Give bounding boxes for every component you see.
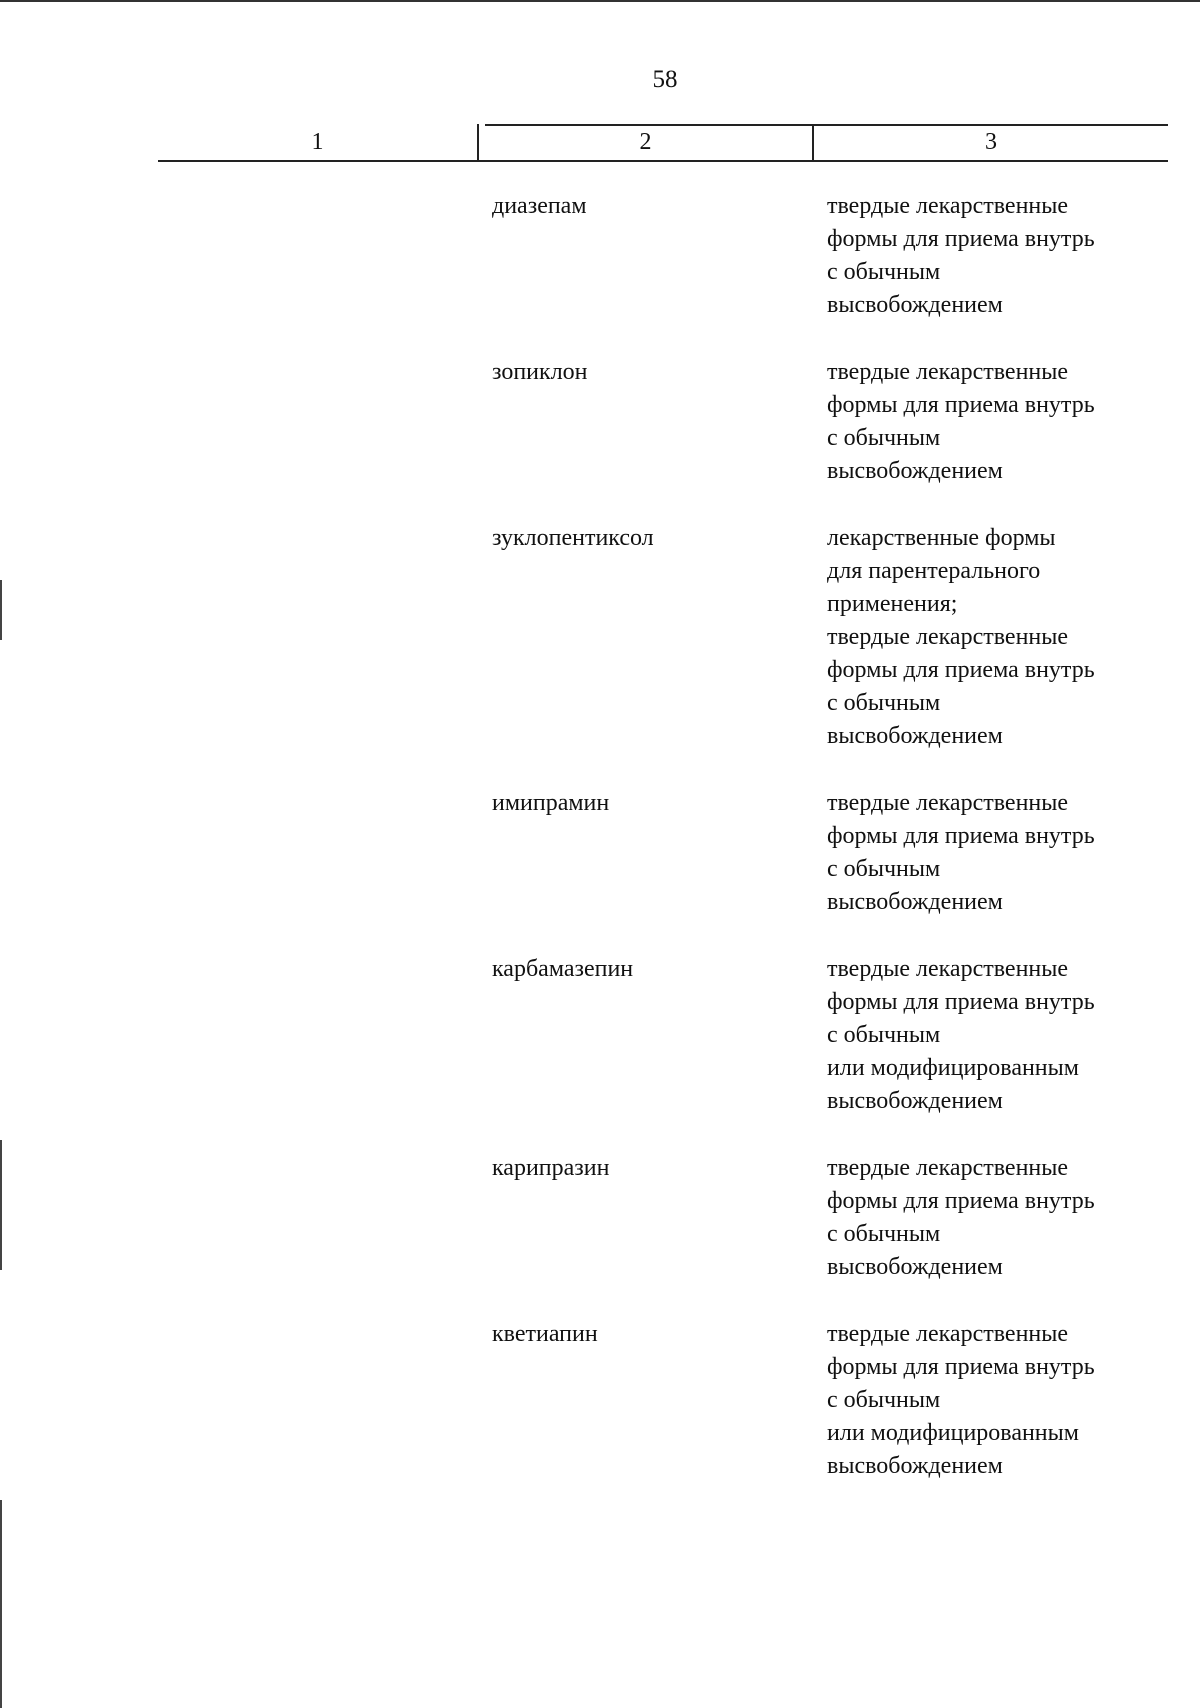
dosage-form	[827, 787, 1157, 919]
column-header-2: 2	[477, 124, 812, 160]
dosage-form-line: формы для приема внутрь	[827, 1188, 1095, 1214]
table-row	[0, 356, 1200, 488]
dosage-form-line: формы для приема внутрь	[827, 823, 1095, 849]
dosage-form	[827, 190, 1157, 322]
column-header-1: 1	[311, 128, 324, 155]
table-row	[0, 953, 1200, 1118]
dosage-form-line: твердые лекарственные	[827, 956, 1069, 982]
dosage-form-line: для парентерального	[827, 558, 1041, 584]
dosage-form-line: или модифицированным	[827, 1420, 1079, 1446]
dosage-form-line: с обычным	[827, 1221, 941, 1247]
drug-name: диазепам	[492, 193, 587, 219]
table-row	[0, 1318, 1200, 1483]
dosage-form-line: высвобождением	[827, 1453, 1003, 1479]
dosage-form-line: с обычным	[827, 690, 941, 716]
column-header-3: 3	[812, 124, 1168, 160]
dosage-form-line: формы для приема внутрь	[827, 392, 1095, 418]
dosage-form	[827, 522, 1157, 753]
dosage-form-line: высвобождением	[827, 458, 1003, 484]
table-body	[0, 190, 1200, 1483]
dosage-form-line: с обычным	[827, 1022, 941, 1048]
dosage-form-line: твердые лекарственные	[827, 624, 1069, 650]
dosage-form-line: высвобождением	[827, 889, 1003, 915]
dosage-form-line: с обычным	[827, 425, 941, 451]
dosage-form-line: высвобождением	[827, 723, 1003, 749]
dosage-form-line: твердые лекарственные	[827, 790, 1069, 816]
dosage-form	[827, 1318, 1157, 1483]
drug-name: карбамазепин	[492, 956, 634, 982]
dosage-form-line: высвобождением	[827, 1088, 1003, 1114]
table-row	[0, 787, 1200, 919]
dosage-form-line: применения;	[827, 591, 958, 617]
dosage-form-line: твердые лекарственные	[827, 1321, 1069, 1347]
page-number: 58	[652, 66, 678, 93]
dosage-form-line: высвобождением	[827, 1254, 1003, 1280]
drug-name: кветиапин	[492, 1321, 598, 1347]
dosage-form-line: с обычным	[827, 259, 941, 285]
dosage-form-line: твердые лекарственные	[827, 359, 1069, 385]
dosage-form	[827, 356, 1157, 488]
scan-edge-mark	[0, 1500, 2, 1708]
dosage-form	[827, 953, 1157, 1118]
dosage-form	[827, 1152, 1157, 1284]
dosage-form-line: лекарственные формы	[827, 525, 1056, 551]
dosage-form-line: или модифицированным	[827, 1055, 1079, 1081]
dosage-form-line: формы для приема внутрь	[827, 989, 1095, 1015]
dosage-form-line: твердые лекарственные	[827, 1155, 1069, 1181]
table-header	[158, 124, 1168, 162]
dosage-form-line: формы для приема внутрь	[827, 657, 1095, 683]
dosage-form-line: с обычным	[827, 1387, 941, 1413]
dosage-form-line: высвобождением	[827, 292, 1003, 318]
dosage-form-line: с обычным	[827, 856, 941, 882]
dosage-form-line: формы для приема внутрь	[827, 1354, 1095, 1380]
dosage-form-line: формы для приема внутрь	[827, 226, 1095, 252]
scan-top-edge	[0, 0, 1200, 2]
drug-name: карипразин	[492, 1155, 610, 1181]
drug-name: зуклопентиксол	[492, 525, 654, 551]
table-row	[0, 1152, 1200, 1284]
table-row	[0, 522, 1200, 753]
drug-name: имипрамин	[492, 790, 610, 816]
drug-name: зопиклон	[492, 359, 588, 385]
dosage-form-line: твердые лекарственные	[827, 193, 1069, 219]
table-row	[0, 190, 1200, 322]
